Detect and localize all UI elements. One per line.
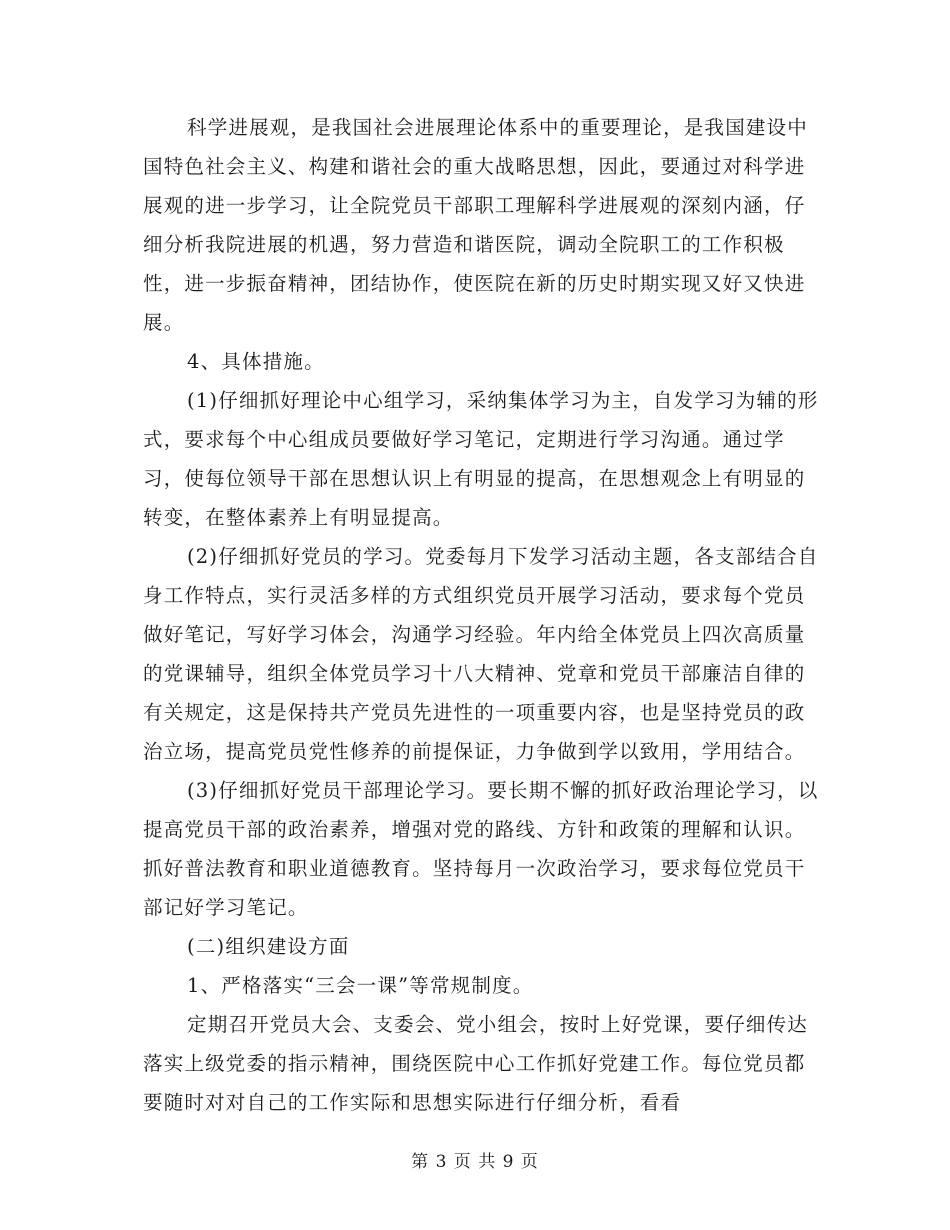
paragraph-regular-meetings: 定期召开党员大会、支委会、党小组会，按时上好党课，要仔细传达落实上级党委的指示精神，围绕医院中心工作抓好党建工作。每位党员都要随时对对自己的工作实际和思想实际进行仔细分析，看看: [143, 1013, 809, 1114]
heading-three-meetings: 1、严格落实“三会一课”等常规制度。: [187, 974, 534, 997]
paragraph-measure-2: (2)仔细抓好党员的学习。党委每月下发学习活动主题，各支部结合自身工作特点，实行灵活多样的方式组织党员开展学习活动，要求每个党员做好笔记，写好学习体会，沟通学习经验。年内给全体党员上四次高质量的党课辅导，组织全体党员学习十八大精神、党章和党员干部廉洁自律的有关规定，这是保持共产党员先进性的一项重要内容，也是坚持党员的政治立场，提高党员党性修养的前提保证，力争做到学以致用，学用结合。: [143, 545, 819, 763]
paragraph-measure-3: (3)仔细抓好党员干部理论学习。要长期不懈的抓好政治理论学习，以提高党员干部的政治素养，增强对党的路线、方针和政策的理解和认识。抓好普法教育和职业道德教育。坚持每月一次政治学习，要求每位党员干部记好学习笔记。: [143, 779, 819, 919]
heading-specific-measures: 4、具体措施。: [187, 350, 325, 373]
document-body: [143, 108, 823, 1122]
page-number-footer: 第 3 页 共 9 页: [411, 1152, 539, 1172]
paragraph-measure-1: (1)仔细抓好理论中心组学习，采纳集体学习为主，自发学习为辅的形式，要求每个中心组成员要做好学习笔记，定期进行学习沟通。通过学习，使每位领导干部在思想认识上有明显的提高，在思想观念上有明显的转变，在整体素养上有明显提高。: [143, 389, 819, 529]
heading-organization-building: (二)组织建设方面: [187, 935, 350, 958]
paragraph-scientific-outlook: 科学进展观，是我国社会进展理论体系中的重要理论，是我国建设中国特色社会主义、构建和谐社会的重大战略思想，因此，要通过对科学进展观的进一步学习，让全院党员干部职工理解科学进展观的深刻内涵，仔细分析我院进展的机遇，努力营造和谐医院，调动全院职工的工作积极性，进一步振奋精神，团结协作，使医院在新的历史时期实现又好又快进展。: [143, 116, 809, 334]
